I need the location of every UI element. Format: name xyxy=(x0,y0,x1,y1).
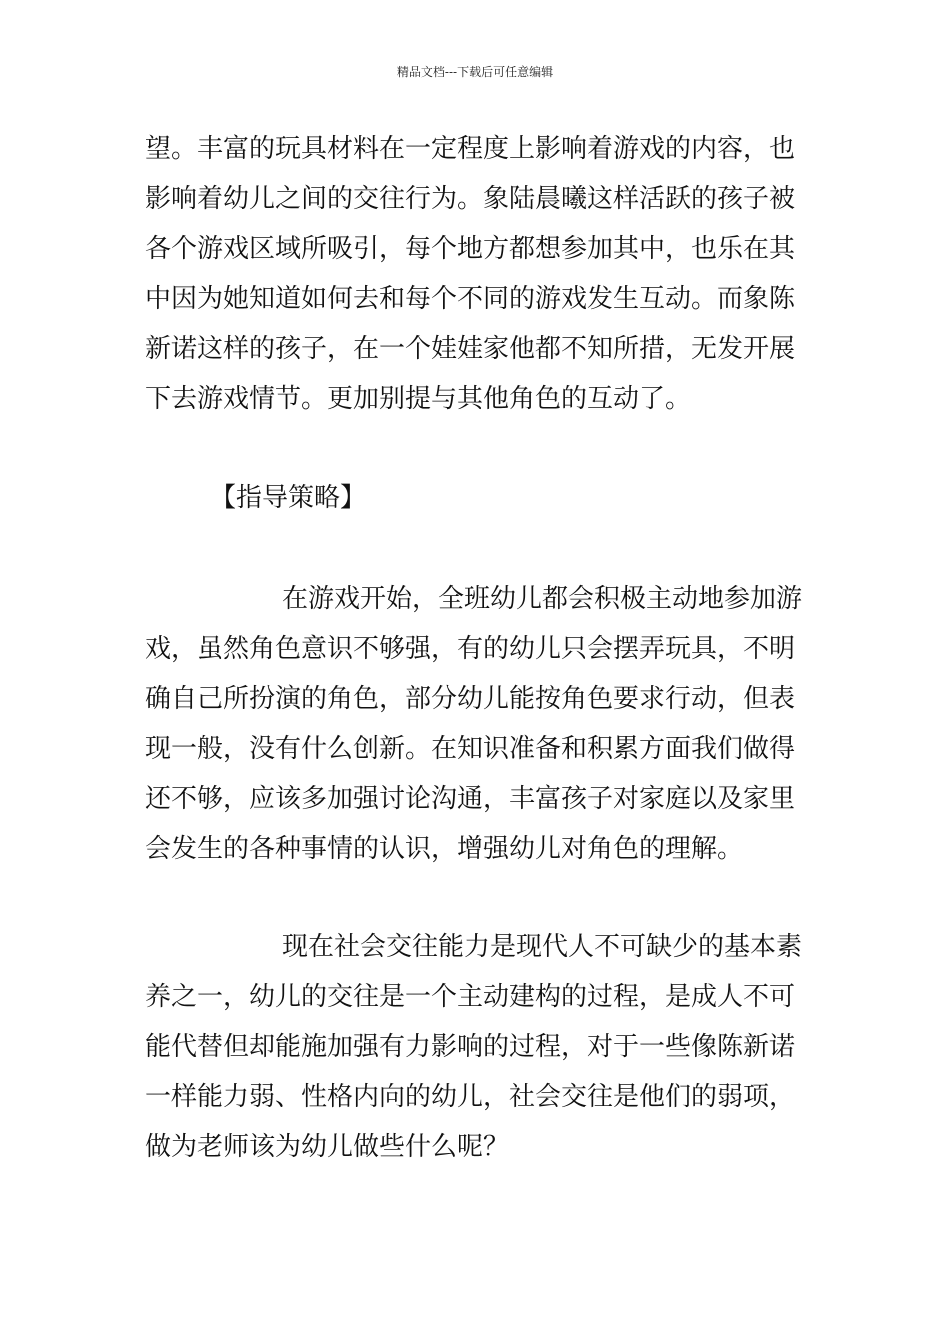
text-line: 做为老师该为幼儿做些什么呢？ xyxy=(145,1132,510,1162)
text-line: 戏，虽然角色意识不够强，有的幼儿只会摆弄玩具，不明 xyxy=(145,634,796,664)
page-header: 精品文档---下载后可任意编辑 xyxy=(396,65,554,79)
text-line: 影响着幼儿之间的交往行为。象陆晨曦这样活跃的孩子被 xyxy=(145,184,796,214)
text-line: 各个游戏区域所吸引，每个地方都想参加其中，也乐在其 xyxy=(145,234,796,264)
text-line: 望。丰富的玩具材料在一定程度上影响着游戏的内容，也 xyxy=(145,134,796,164)
paragraph-3 xyxy=(145,922,810,1172)
text-line: 能代替但却能施加强有力影响的过程，对于一些像陈新诺 xyxy=(145,1032,796,1062)
text-line: 确自己所扮演的角色，部分幼儿能按角色要求行动，但表 xyxy=(145,684,796,714)
text-line: 下去游戏情节。更加别提与其他角色的互动了。 xyxy=(145,384,692,414)
text-line: 还不够，应该多加强讨论沟通，丰富孩子对家庭以及家里 xyxy=(145,784,796,814)
text-line: 在游戏开始，全班幼儿都会积极主动地参加游 xyxy=(282,584,803,614)
section-heading: 【指导策略】 xyxy=(210,483,367,513)
paragraph-2 xyxy=(145,574,810,874)
paragraph-1 xyxy=(145,124,810,424)
text-line: 养之一，幼儿的交往是一个主动建构的过程，是成人不可 xyxy=(145,982,796,1012)
text-line: 现在社会交往能力是现代人不可缺少的基本素 xyxy=(282,932,803,962)
text-line: 新诺这样的孩子，在一个娃娃家他都不知所措，无发开展 xyxy=(145,334,796,364)
text-line: 中因为她知道如何去和每个不同的游戏发生互动。而象陈 xyxy=(145,284,796,314)
text-line: 现一般，没有什么创新。在知识准备和积累方面我们做得 xyxy=(145,734,796,764)
text-line: 会发生的各种事情的认识，增强幼儿对角色的理解。 xyxy=(145,834,744,864)
text-line: 一样能力弱、性格内向的幼儿，社会交往是他们的弱项， xyxy=(145,1082,796,1112)
